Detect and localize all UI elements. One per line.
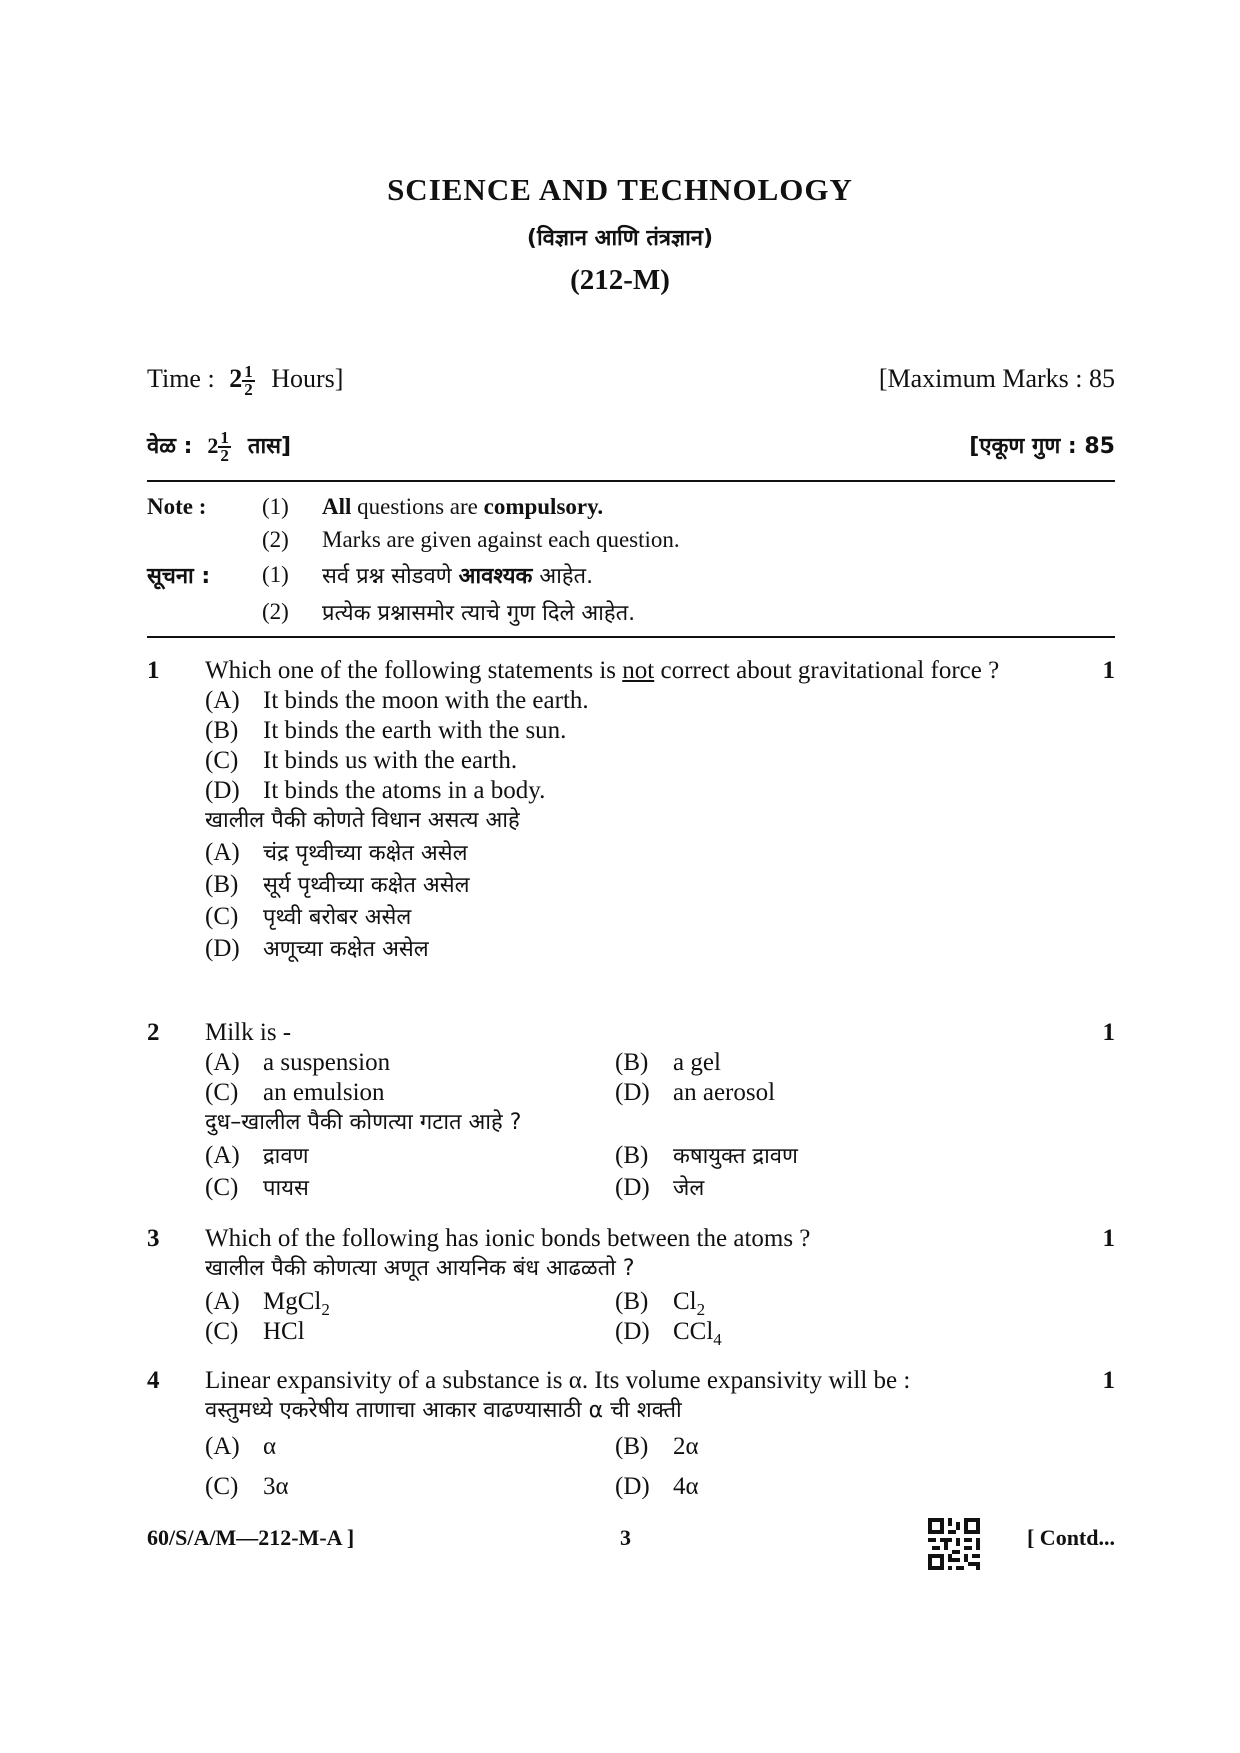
subject-code: (212-M)	[570, 264, 670, 296]
time-info-marathi	[147, 430, 291, 464]
question-text-underline: not	[622, 657, 655, 684]
option-text: पायस	[263, 1176, 309, 1201]
formula-base: Cl	[673, 1288, 697, 1315]
option-label: (A)	[205, 1288, 240, 1315]
time-whole-marathi: 2	[207, 433, 219, 458]
option-text: पृथ्वी बरोबर असेल	[263, 905, 412, 930]
time-whole: 2	[229, 364, 243, 393]
question-text-marathi: वस्तुमध्ये एकरेषीय ताणाचा आकार वाढण्यासाठी α ची शक्ती	[205, 1398, 682, 1423]
formula-base: HCl	[263, 1318, 305, 1345]
option-label: (C)	[205, 1473, 239, 1500]
option-label: (D)	[615, 1174, 650, 1201]
question-number: 1	[147, 657, 160, 684]
option-text: It binds the earth with the sun.	[263, 717, 567, 744]
time-fraction-marathi	[218, 430, 231, 464]
options-grid	[205, 1432, 1115, 1502]
time-num-marathi: 1	[220, 428, 229, 447]
option-label: (A)	[205, 1433, 240, 1460]
option-text: सूर्य पृथ्वीच्या कक्षेत असेल	[263, 873, 470, 898]
option-d-marathi	[205, 934, 1115, 966]
note-item-2	[147, 523, 1115, 556]
option-c-marathi	[205, 902, 1115, 934]
option-label: (B)	[615, 1433, 649, 1460]
option-b	[205, 716, 1115, 746]
question-2	[147, 1018, 1115, 1205]
option-b	[615, 1432, 1115, 1472]
note-num: (2)	[262, 598, 289, 624]
option-c	[205, 1472, 615, 1502]
option-text: जेल	[673, 1176, 705, 1201]
option-label: (A)	[205, 839, 240, 866]
time-info	[147, 364, 343, 398]
time-row-marathi	[147, 430, 1115, 464]
time-fraction	[242, 364, 255, 398]
option-label: (A)	[205, 1049, 240, 1076]
option-text: 4α	[673, 1473, 699, 1500]
option-c	[205, 1317, 615, 1347]
question-text: Linear expansivity of a substance is α. Its volume expansivity will be :	[205, 1367, 911, 1394]
note-text-marathi	[322, 560, 593, 590]
option-text: a suspension	[263, 1049, 391, 1076]
question-marks: 1	[1102, 657, 1115, 684]
note-plain: questions are	[351, 493, 484, 519]
question-text-marathi: खालील पैकी कोणत्या अणूत आयनिक बंध आढळतो ?	[205, 1256, 635, 1281]
option-d	[615, 1472, 1115, 1502]
option-text: कषायुक्त द्रावण	[673, 1144, 798, 1169]
option-label: (D)	[205, 935, 240, 962]
option-text: चंद्र पृथ्वीच्या कक्षेत असेल	[263, 841, 468, 866]
note-item-1	[147, 490, 1115, 523]
time-label: Time :	[147, 364, 215, 393]
option-a	[205, 1048, 615, 1078]
question-text-marathi: दुध–खालील पैकी कोणत्या गटात आहे ?	[205, 1110, 522, 1135]
option-text: α	[263, 1433, 277, 1460]
option-label: (C)	[205, 1318, 239, 1345]
option-label: (D)	[205, 777, 240, 804]
question-4	[147, 1366, 1115, 1502]
note-text	[322, 494, 603, 520]
option-label: (C)	[205, 1174, 239, 1201]
option-label: (D)	[615, 1079, 650, 1106]
page-subtitle-marathi: (विज्ञान आणि तंत्रज्ञान)	[526, 226, 714, 251]
option-text: It binds the moon with the earth.	[263, 687, 589, 714]
time-den: 2	[244, 380, 253, 400]
options-grid	[205, 1048, 1115, 1108]
question-marks: 1	[1102, 1019, 1115, 1046]
note-bold-required: आवश्यक	[458, 563, 533, 589]
option-label: (A)	[205, 687, 240, 714]
option-text: 3α	[263, 1473, 289, 1500]
note-item-mr-1	[147, 556, 1115, 593]
question-text-part: correct about gravitational force ?	[654, 657, 1000, 684]
option-a	[205, 1287, 615, 1317]
max-marks-marathi: [एकूण गुण : 85	[969, 434, 1115, 459]
option-text: 2α	[673, 1433, 699, 1460]
options-list	[205, 686, 1115, 966]
formula-base: MgCl	[263, 1288, 322, 1315]
option-a	[205, 1432, 615, 1472]
note-num: (1)	[262, 561, 289, 587]
option-text: द्रावण	[263, 1144, 309, 1169]
question-text: Which of the following has ionic bonds between the atoms ?	[205, 1225, 811, 1252]
note-label-marathi: सूचना :	[147, 563, 211, 589]
formula-subscript: 2	[696, 1300, 706, 1319]
note-num: (1)	[262, 493, 289, 519]
option-b-marathi	[615, 1141, 1115, 1173]
max-marks: [Maximum Marks : 85	[878, 364, 1115, 393]
option-text: It binds us with the earth.	[263, 747, 518, 774]
option-label: (D)	[615, 1473, 650, 1500]
option-d	[615, 1078, 1115, 1108]
formula-base: CCl	[673, 1318, 714, 1345]
option-label: (C)	[205, 1079, 239, 1106]
question-marathi-block	[205, 1108, 1115, 1141]
note-num: (2)	[262, 526, 289, 552]
formula-subscript: 4	[713, 1330, 722, 1349]
options-grid-marathi	[205, 1141, 1115, 1205]
option-label: (A)	[205, 1142, 240, 1169]
question-marks: 1	[1102, 1225, 1115, 1252]
option-label: (B)	[615, 1142, 649, 1169]
option-text: a gel	[673, 1049, 721, 1076]
time-num: 1	[244, 362, 253, 382]
note-label: Note :	[147, 493, 207, 519]
page-number: 3	[620, 1525, 631, 1550]
note-item-mr-2	[147, 593, 1115, 630]
option-label: (D)	[615, 1318, 650, 1345]
option-c-marathi	[205, 1173, 615, 1205]
option-b-marathi	[205, 870, 1115, 902]
note-text: Marks are given against each question.	[322, 526, 680, 552]
title-block	[0, 172, 1240, 297]
option-d	[205, 776, 1115, 806]
divider-notes	[147, 636, 1115, 638]
option-a	[205, 686, 1115, 716]
note-plain: आहेत.	[532, 563, 594, 589]
paper-code: 60/S/A/M—212-M-A ]	[147, 1525, 355, 1550]
option-text: अणूच्या कक्षेत असेल	[263, 937, 429, 962]
note-text-marathi: प्रत्येक प्रश्नासमोर त्याचे गुण दिले आहेत.	[322, 600, 636, 626]
option-label: (B)	[205, 717, 239, 744]
question-number: 4	[147, 1367, 160, 1394]
divider-top	[147, 480, 1115, 482]
option-label: (C)	[205, 747, 239, 774]
continued-label: [ Contd...	[1026, 1525, 1115, 1550]
time-den-marathi: 2	[220, 446, 229, 465]
formula-subscript: 2	[321, 1300, 330, 1319]
question-marks: 1	[1102, 1367, 1115, 1394]
question-number: 3	[147, 1225, 160, 1252]
option-a-marathi	[205, 1141, 615, 1173]
option-label: (B)	[205, 871, 239, 898]
question-1	[147, 656, 1115, 966]
option-b	[615, 1287, 1115, 1317]
notes-block	[147, 490, 1115, 630]
note-plain: सर्व प्रश्न सोडवणे	[322, 563, 459, 589]
question-number: 2	[147, 1019, 160, 1046]
option-d-marathi	[615, 1173, 1115, 1205]
question-text-part: Which one of the following statements is	[205, 657, 623, 684]
option-text: It binds the atoms in a body.	[263, 777, 546, 804]
option-d	[615, 1317, 1115, 1347]
option-c	[205, 1078, 615, 1108]
question-3	[147, 1224, 1115, 1347]
option-label: (B)	[615, 1288, 649, 1315]
time-unit-marathi: तास]	[247, 434, 292, 459]
time-label-marathi: वेळ :	[147, 434, 193, 459]
option-label: (C)	[205, 903, 239, 930]
option-c	[205, 746, 1115, 776]
option-label: (B)	[615, 1049, 649, 1076]
qr-code-icon	[928, 1518, 980, 1570]
options-grid	[205, 1287, 1115, 1347]
option-b	[615, 1048, 1115, 1078]
question-text	[205, 656, 1075, 686]
time-unit: Hours]	[271, 364, 344, 393]
option-text: an aerosol	[673, 1079, 776, 1106]
question-text-marathi: खालील पैकी कोणते विधान असत्य आहे	[205, 808, 520, 833]
note-bold-compulsory: compulsory.	[483, 493, 604, 519]
note-bold-all: All	[322, 493, 352, 519]
question-text: Milk is -	[205, 1019, 292, 1046]
option-a-marathi	[205, 838, 1115, 870]
time-row	[147, 364, 1115, 398]
page-title: SCIENCE AND TECHNOLOGY	[387, 172, 853, 207]
option-text: an emulsion	[263, 1079, 385, 1106]
